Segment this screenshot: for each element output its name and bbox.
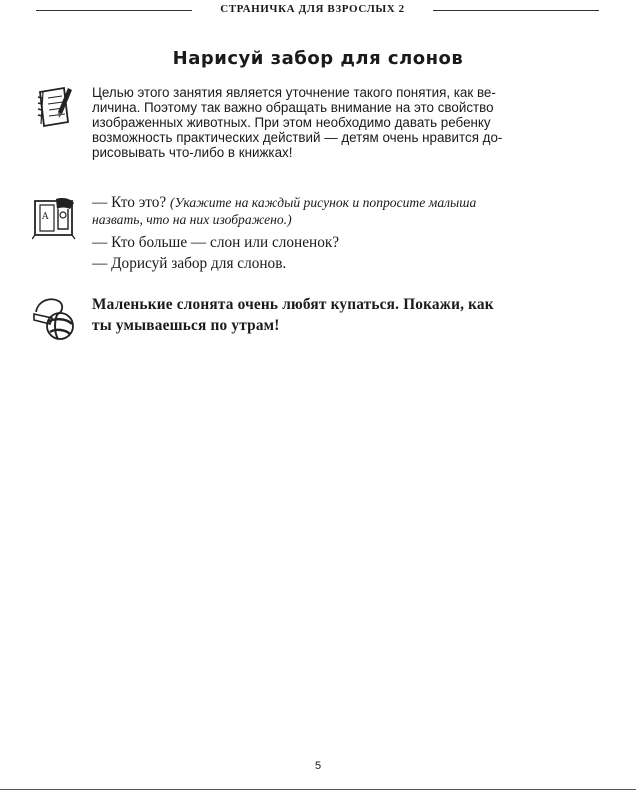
parent-note-continued: назвать, что на них изображено.) bbox=[92, 212, 292, 227]
ball-hat-icon bbox=[30, 294, 78, 347]
running-header: СТРАНИЧКА ДЛЯ ВЗРОСЛЫХ 2 bbox=[220, 3, 405, 15]
header-rule-left bbox=[36, 10, 192, 11]
paragraph-line: изображенных животных. При этом необходимо давать ребенку bbox=[92, 115, 491, 130]
activity-paragraph bbox=[92, 294, 602, 336]
header-rule-right bbox=[433, 10, 599, 11]
paragraph-line: ты умываешься по утрам! bbox=[92, 317, 280, 334]
paragraph-line: рисовывать что-либо в книжках! bbox=[92, 145, 293, 160]
paragraph-line: Целью этого занятия является уточнение такого понятия, как ве- bbox=[92, 85, 496, 100]
question-who-is-this bbox=[92, 194, 602, 228]
question-text: — Кто это? bbox=[92, 194, 171, 211]
page-title: Нарисуй забор для слонов bbox=[172, 48, 464, 69]
dialog-block bbox=[92, 194, 602, 274]
svg-text:A: A bbox=[42, 212, 49, 222]
paragraph-line: личина. Поэтому так важно обращать внимание на это свойство bbox=[92, 100, 494, 115]
question-who-is-bigger: — Кто больше — слон или слоненок? bbox=[92, 234, 340, 251]
instruction-paragraph bbox=[92, 85, 592, 160]
notepad-pencil-icon bbox=[34, 84, 74, 133]
parent-note: (Укажите на каждый рисунок и попросите малыша bbox=[170, 195, 477, 210]
paragraph-line: Маленькие слонята очень любят купаться. Покажи, как bbox=[92, 296, 494, 313]
bottom-rule bbox=[0, 789, 636, 790]
paragraph-line: возможность практических действий — детям очень нравится до- bbox=[92, 130, 503, 145]
page-number: 5 bbox=[314, 760, 322, 772]
book-puppet-icon bbox=[32, 195, 78, 246]
task-draw-fence: — Дорисуй забор для слонов. bbox=[92, 255, 287, 272]
